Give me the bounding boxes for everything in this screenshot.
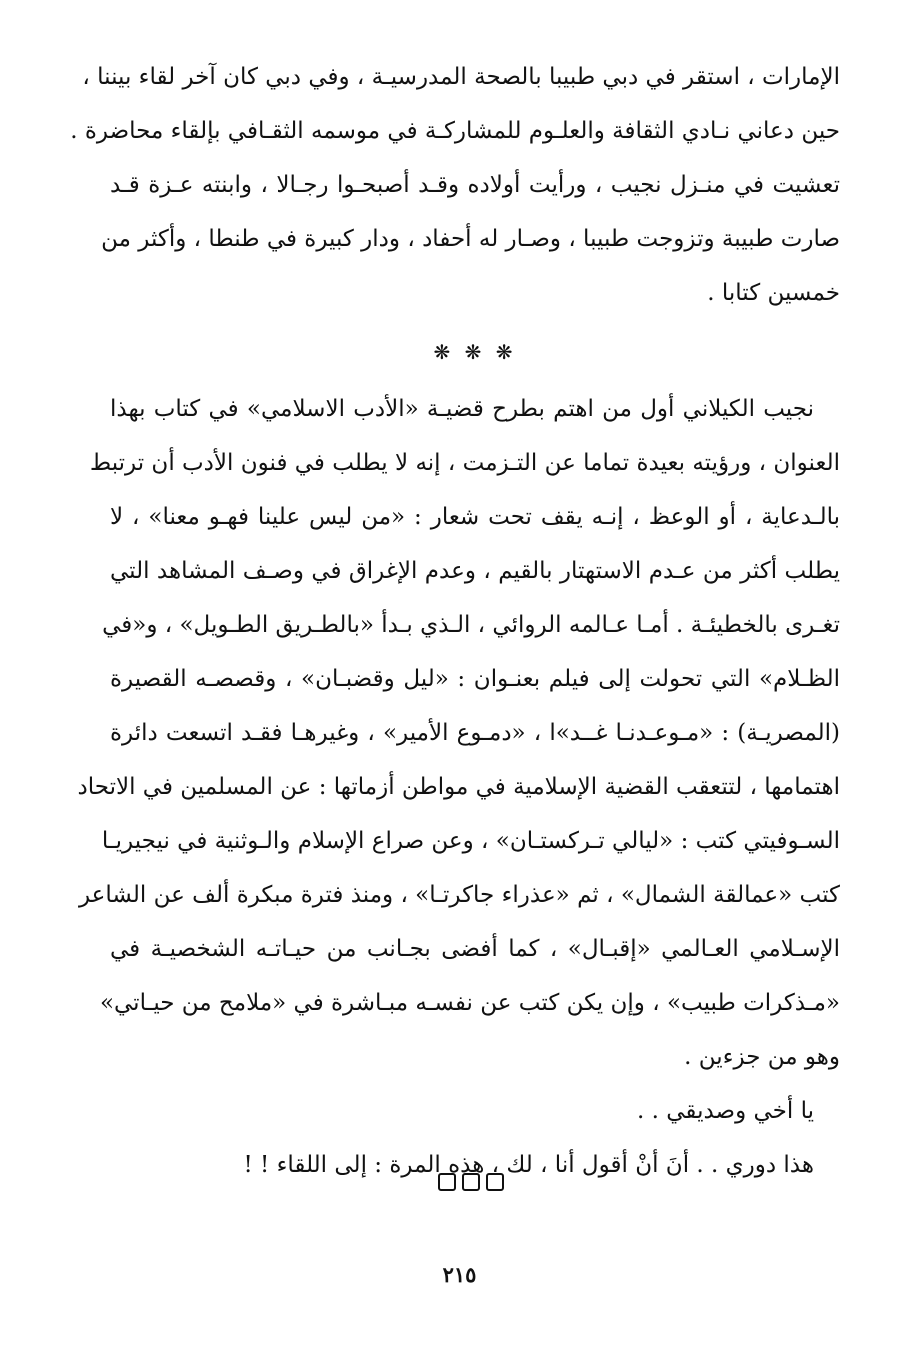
text-line: بالـدعاية ، أو الوعظ ، إنـه يقف تحت شعار : «من ليس علينا فهـو معنا» ، لا bbox=[110, 504, 840, 530]
page-number: ٢١٥ bbox=[442, 1262, 477, 1287]
page-body bbox=[70, 50, 840, 1192]
closing-farewell: هذا دوري . . أنَ أنْ أقول أنا ، لك ، هذه المرة : إلى اللقاء ! ! bbox=[243, 1152, 814, 1178]
closing-greeting: يا أخي وصديقي . . bbox=[637, 1098, 814, 1124]
end-of-chapter-mark bbox=[438, 1173, 504, 1191]
text-line: خمسين كتابا . bbox=[707, 280, 840, 306]
text-line: اهتمامها ، لتتعقب القضية الإسلامية في مواطن أزماتها : عن المسلمين في الاتحاد bbox=[77, 774, 840, 800]
section-separator: ❋ ❋ ❋ bbox=[433, 340, 517, 364]
text-line: كتب «عمالقة الشمال» ، ثم «عذراء جاكرتـا» ، ومنذ فترة مبكرة ألف عن الشاعر bbox=[78, 882, 840, 908]
text-line: العنوان ، ورؤيته بعيدة تماما عن التـزمت ، إنه لا يطلب في فنون الأدب أن ترتبط bbox=[89, 450, 840, 476]
text-line: الإمارات ، استقر في دبي طبيبا بالصحة المدرسيـة ، وفي دبي كان آخر لقاء بيننا ، bbox=[82, 64, 840, 90]
text-line: الظـلام» التي تحولت إلى فيلم بعنـوان : «ليل وقضبـان» ، وقصصـه القصيرة bbox=[110, 666, 840, 692]
text-line: تغـرى بالخطيئـة . أمـا عـالمه الروائي ، الـذي بـدأ «بالطـريق الطـويل» ، و«في bbox=[102, 612, 840, 638]
paragraph-1 bbox=[70, 50, 840, 320]
text-line: صارت طبيبة وتزوجت طبيبا ، وصـار له أحفاد ، ودار كبيرة في طنطا ، وأكثر من bbox=[101, 226, 840, 252]
paragraph-2 bbox=[77, 382, 840, 1084]
text-line: تعشيت في منـزل نجيب ، ورأيت أولاده وقـد أصبحـوا رجـالا ، وابنته عـزة قـد bbox=[110, 172, 840, 198]
text-line: (المصريـة) : «مـوعـدنـا غــد»ا ، «دمـوع الأمير» ، وغيرهـا فقـد اتسعت دائرة bbox=[110, 720, 840, 746]
text-line: «مـذكرات طبيب» ، وإن يكن كتب عن نفسـه مبـاشرة في «ملامح من حيـاتي» bbox=[99, 990, 840, 1016]
text-line: الإسـلامي العـالمي «إقبـال» ، كما أفضى بجـانب من حيـاتـه الشخصيـة في bbox=[110, 936, 840, 962]
text-line: يطلب أكثر من عـدم الاستهتار بالقيم ، وعدم الإغراق في وصـف المشاهد التي bbox=[110, 558, 840, 584]
text-line: حين دعاني نـادي الثقافة والعلـوم للمشاركـة في موسمه الثقـافي بإلقاء محاضرة . bbox=[70, 118, 840, 144]
text-line: نجيب الكيلاني أول من اهتم بطرح قضيـة «الأدب الاسلامي» في كتاب بهذا bbox=[110, 396, 814, 422]
text-line: السـوفيتي كتب : «ليالي تـركستـان» ، وعن صراع الإسلام والـوثنية في نيجيريـا bbox=[101, 828, 840, 854]
text-line: وهو من جزءين . bbox=[684, 1044, 840, 1070]
square-icon bbox=[438, 1173, 456, 1191]
square-icon bbox=[462, 1173, 480, 1191]
square-icon bbox=[486, 1173, 504, 1191]
